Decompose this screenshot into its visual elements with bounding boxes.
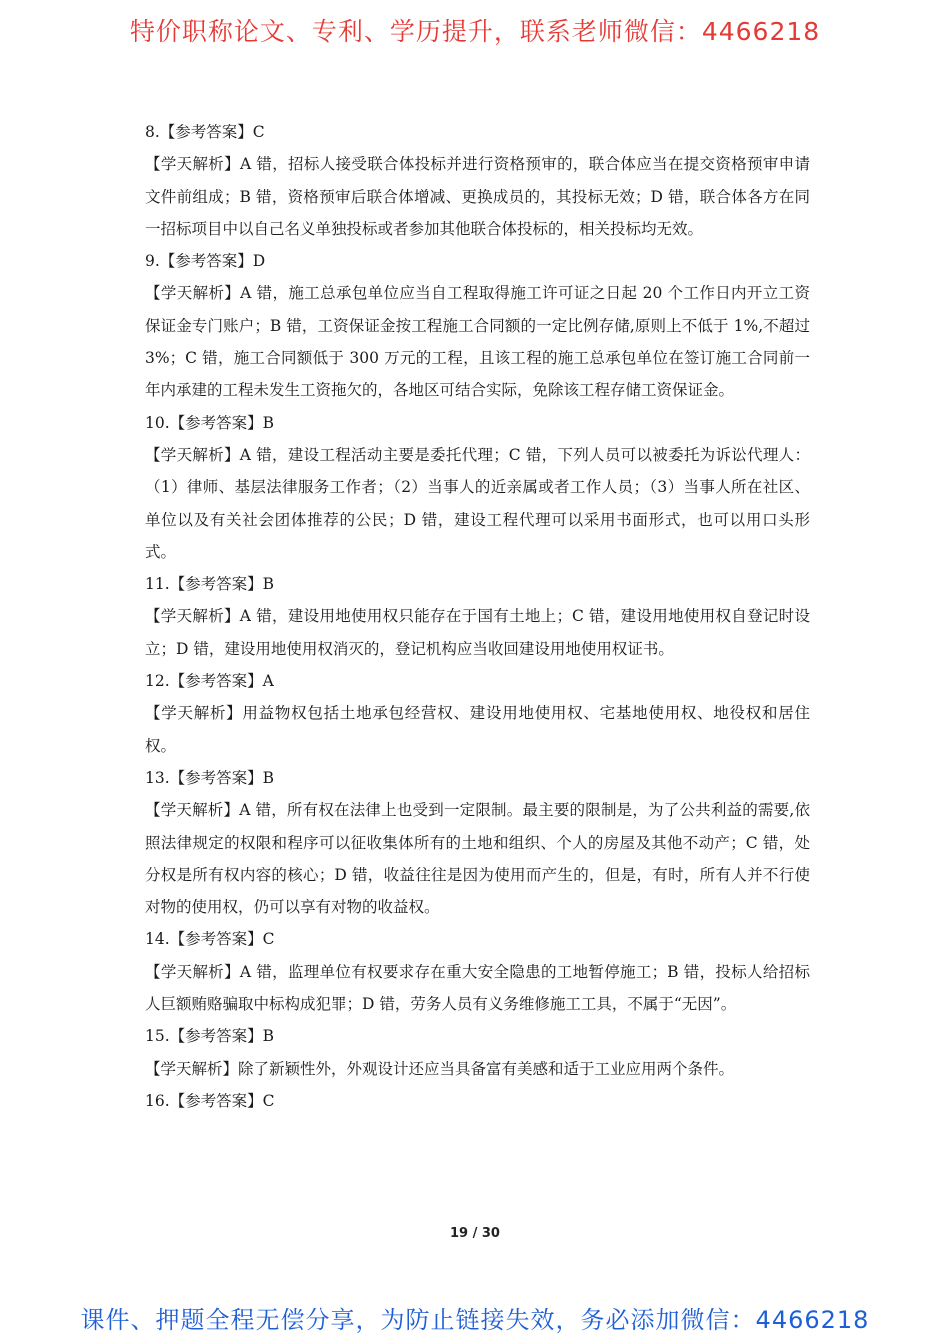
answer-11: 11.【参考答案】B <box>145 575 275 594</box>
answer-14: 14.【参考答案】C <box>145 930 275 949</box>
answer-list <box>145 116 810 1117</box>
analysis-9: 【学天解析】A 错，施工总承包单位应当自工程取得施工许可证之日起 20 个工作日内开立工资保证金专门账户；B 错，工资保证金按工程施工合同额的一定比例存储,原则上不低于 1%,不超过 3%；C 错，施工合同额低于 300 万元的工程，且该工程的施工总承包单位在签订施工合同前一年内承建的工程未发生工资拖欠的，各地区可结合实际，免除该工程存储工资保证金。 <box>145 284 810 400</box>
analysis-12: 【学天解析】用益物权包括土地承包经营权、建设用地使用权、宅基地使用权、地役权和居住权。 <box>145 704 810 755</box>
analysis-8: 【学天解析】A 错，招标人接受联合体投标并进行资格预审的，联合体应当在提交资格预审申请文件前组成；B 错，资格预审后联合体增减、更换成员的，其投标无效；D 错，联合体各方在同一招标项目中以自己名义单独投标或者参加其他联合体投标的，相关投标均无效。 <box>145 155 810 238</box>
analysis-10: 【学天解析】A 错，建设工程活动主要是委托代理；C 错，下列人员可以被委托为诉讼代理人：（1）律师、基层法律服务工作者；（2）当事人的近亲属或者工作人员；（3）当事人所在社区、单位以及有关社会团体推荐的公民；D 错，建设工程代理可以采用书面形式，也可以用口头形式。 <box>145 445 810 561</box>
page-number: 19 / 30 <box>450 1226 500 1241</box>
answer-9: 9.【参考答案】D <box>145 252 266 271</box>
answer-15: 15.【参考答案】B <box>145 1027 275 1046</box>
answer-12: 12.【参考答案】A <box>145 672 274 691</box>
analysis-13: 【学天解析】A 错，所有权在法律上也受到一定限制。最主要的限制是，为了公共利益的需要,依照法律规定的权限和程序可以征收集体所有的土地和组织、个人的房屋及其他不动产；C 错，处分权是所有权内容的核心；D 错，收益往往是因为使用而产生的，但是，有时，所有人并不行使对物的使用权，仍可以享有对物的收益权。 <box>145 801 810 917</box>
header-banner: 特价职称论文、专利、学历提升，联系老师微信：4466218 <box>129 17 821 46</box>
analysis-15: 【学天解析】除了新颖性外，外观设计还应当具备富有美感和适于工业应用两个条件。 <box>145 1059 735 1078</box>
answer-16: 16.【参考答案】C <box>145 1091 275 1110</box>
answer-8: 8.【参考答案】C <box>145 123 265 141</box>
answer-10: 10.【参考答案】B <box>145 413 275 432</box>
analysis-11: 【学天解析】A 错，建设用地使用权只能存在于国有土地上；C 错，建设用地使用权自登记时设立；D 错，建设用地使用权消灭的，登记机构应当收回建设用地使用权证书。 <box>145 607 810 658</box>
footer-banner: 课件、押题全程无偿分享，为防止链接失效，务必添加微信：4466218 <box>80 1306 870 1334</box>
answer-13: 13.【参考答案】B <box>145 768 275 787</box>
analysis-14: 【学天解析】A 错，监理单位有权要求存在重大安全隐患的工地暂停施工；B 错，投标人给招标人巨额贿赂骗取中标构成犯罪；D 错，劳务人员有义务维修施工工具，不属于“无因”。 <box>145 962 810 1014</box>
